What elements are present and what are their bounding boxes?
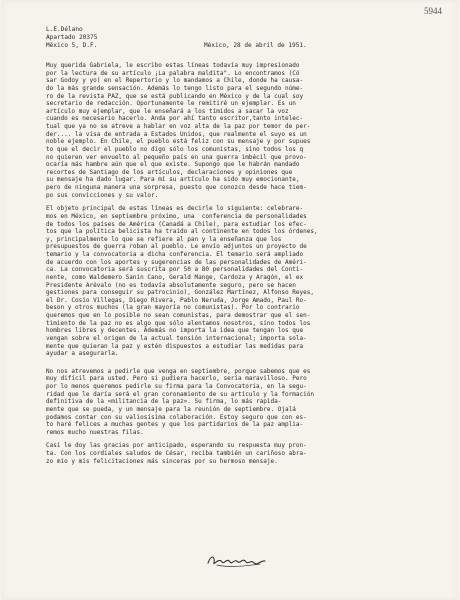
letterhead [46,26,97,51]
handwritten-signature [205,551,275,569]
letter-body [46,62,440,471]
paragraph-3: No nos atrevemos a pedirle que venga en septiembre, porque sabemos que es muy difícil para usted. Pero si pudiera hacerlo, sería maravilloso. Pero por lo menos queremos pedirle su firma para la Convocatoria, en la segu- ridad que le daría será el gran coronamiento de su artículo y la formación definitiva de la «militancia de la paz». Su firma, lo más rapida- mente que se pueda, y un mensaje para la reunión de septiembre. Ojalá podamos contar con su valiosísima colaboración. Estoy seguro que con es- to haré felices a muchas gentes y que los partidarios de la paz amplia- remos mucho nuestras filas. [46,367,315,436]
paragraph-1: Muy querida Gabriela, le escribo estas líneas todavía muy impresionado por la lectura de su artículo ¡La palabra maldita". Lo encontramos (Có sar Godoy y yo) en el Repertorio y lo mandamos a Chile, donde ha causa- do la más grande sensación. Además lo tengo listo para el segundo núme- ro de la revista PAZ, que se está publicando en México y de la cual soy secretario de redacción. Oportunamente le remitiré un ejemplar. Es un artículo muy ejemplar, que le enseñará a los tímidos a sacar la voz cuando es necesario hacerlo. Anda por ahí tanto escritor,tanto intelec- tual que ya no se atreve a hablar en voz alta de la paz por temor de per- der.... la visa de entrada a Estados Unidos, que realmente el suyo es un noble ejemplo. En Chile, el pueblo está feliz con su mensaje y por supues to que el decir el pueblo no digo sólo los comunistas, sino todos los q no quieren ver envuelto al pequeño país en una guerra imbécil que provo- ocaría más hambre aún que el que existe. Supongo que le habrán mandado recortes de Santiago de los artículos, declaraciones y opiniones que su mensaje ha dado lugar. Para mí su artículo ha sido muy emocionante, pero de ninguna manera una sorpresa, puesto que conozco desde hace tiem- po sus convicciones y su valor. [46,62,311,199]
sender-city: México 5, D.F. [46,42,98,50]
sender-address: Apartado 20375 [46,34,98,42]
paragraph-4: Casi le doy las gracias por anticipado, esperando su respuesta muy pron- ta. Con los cordiales saludos de César, reciba también un cariñoso abra- zo mío y mis felicitaciones más sinceras por su hermoso mensaje. [46,442,307,465]
paragraph-2: El objeto principal de estas líneas es decirle lo siguiente: celebrare- mos en México, en septiembre próximo, una conferencia de personalidades de todos los países de América (Canadá a Chile), para estudiar los efec- tos que la política belicista ha traído al continente en todos los órdenes, y, principalmente lo que se refiere al pan y la enseñanza que los presupuestos de guerra roban al pueblo. Le envío adjuntos un proyecto de temario y la convocatoria a dicha conferencia. El temario será ampliado de acuerdo con los aportes y sugerencias de las personalidades de Améri- ca. La convocatoria será suscrita por 50 a 80 personalidades del Conti- nente, como Waldemero Sanin Cano, Gerald Mange, Cardoza y Aragón, el ex Presidente Arévalo (no es todavía absolutamente seguro, pero se hacen gestiones para conseguir su patrocinio), González Martínez, Alfonso Reyes, el Dr. Cosío Villegas, Diego Rivera, Pablo Neruda, Jorge Amado, Paul Ro- beson y otros muchos (la gran mayoría no comunistas). Por lo contrario queremos que en lo posible no sean comunistas, para demostrar que el sen- timiento de la paz no es algo que sólo alentamos nosotros, sino todos los hombres libres y decentes. Además no importa la idea que tengan los que vengan sobre el origen de la actual tensión internacional; importa sola- mente que quieran la paz y estén dispuestos a estudiar las medidas para ayudar a asegurarla. [46,205,318,358]
letter-date: México, 28 de abril de 1951. [204,42,307,49]
sender-name: L.E.Délano [46,26,83,33]
archive-number: 5944 [424,6,442,16]
